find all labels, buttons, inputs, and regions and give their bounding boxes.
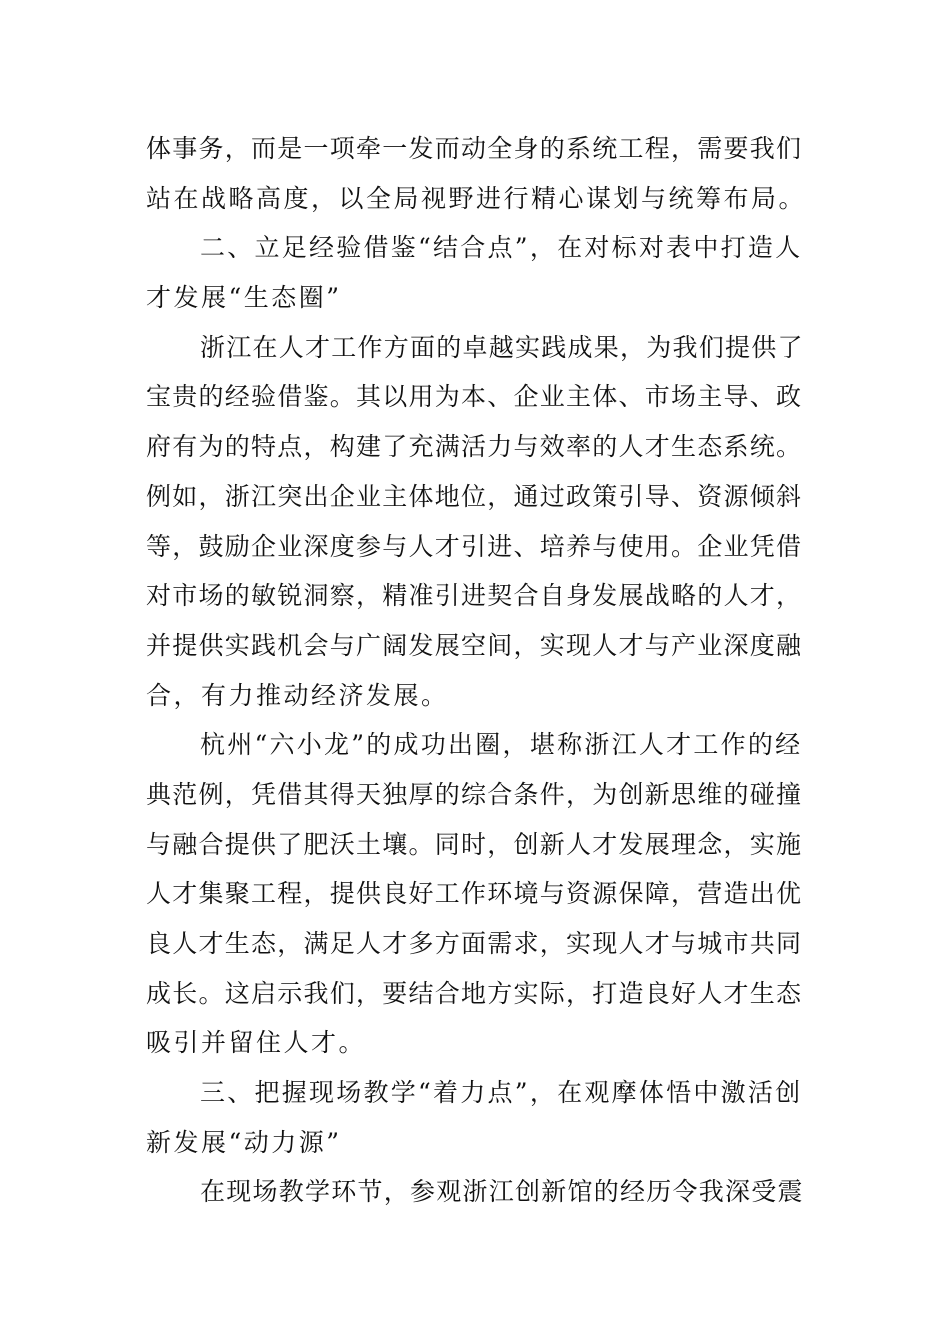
text-line: 新发展“动力源” [146,1127,342,1157]
text-line: 在现场教学环节，参观浙江创新馆的经历令我深受震 [200,1177,804,1207]
text-line: 二、立足经验借鉴“结合点”，在对标对表中打造人 [200,233,803,263]
text-line: 浙江在人才工作方面的卓越实践成果，为我们提供了 [200,332,804,362]
text-line: 合，有力推动经济发展。 [146,680,449,710]
text-line: 对市场的敏锐洞察，精准引进契合自身发展战略的人才， [146,581,803,611]
text-line: 并提供实践机会与广阔发展空间，实现人才与产业深度融 [146,630,803,660]
text-line: 府有为的特点，构建了充满活力与效率的人才生态系统。 [146,432,803,462]
text-line: 例如，浙江突出企业主体地位，通过政策引导、资源倾斜 [146,481,803,511]
text-line: 吸引并留住人才。 [146,1028,367,1058]
text-line: 三、把握现场教学“着力点”，在观摩体悟中激活创 [200,1078,803,1108]
text-line: 体事务，而是一项牵一发而动全身的系统工程，需要我们 [146,134,803,163]
text-line: 与融合提供了肥沃土壤。同时，创新人才发展理念，实施 [146,829,803,859]
document-body [146,124,806,1217]
text-line: 宝贵的经验借鉴。其以用为本、企业主体、市场主导、政 [146,382,803,412]
text-line: 杭州“六小龙”的成功出圈，堪称浙江人才工作的经 [200,730,803,760]
text-line: 典范例，凭借其得天独厚的综合条件，为创新思维的碰撞 [146,779,803,809]
text-line: 良人才生态，满足人才多方面需求，实现人才与城市共同 [146,929,803,958]
text-line: 人才集聚工程，提供良好工作环境与资源保障，营造出优 [146,879,803,909]
text-line: 站在战略高度，以全局视野进行精心谋划与统筹布局。 [146,183,807,213]
text-line: 等，鼓励企业深度参与人才引进、培养与使用。企业凭借 [146,531,803,561]
text-line: 成长。这启示我们，要结合地方实际，打造良好人才生态 [146,978,803,1008]
text-line: 才发展“生态圈” [146,283,342,313]
